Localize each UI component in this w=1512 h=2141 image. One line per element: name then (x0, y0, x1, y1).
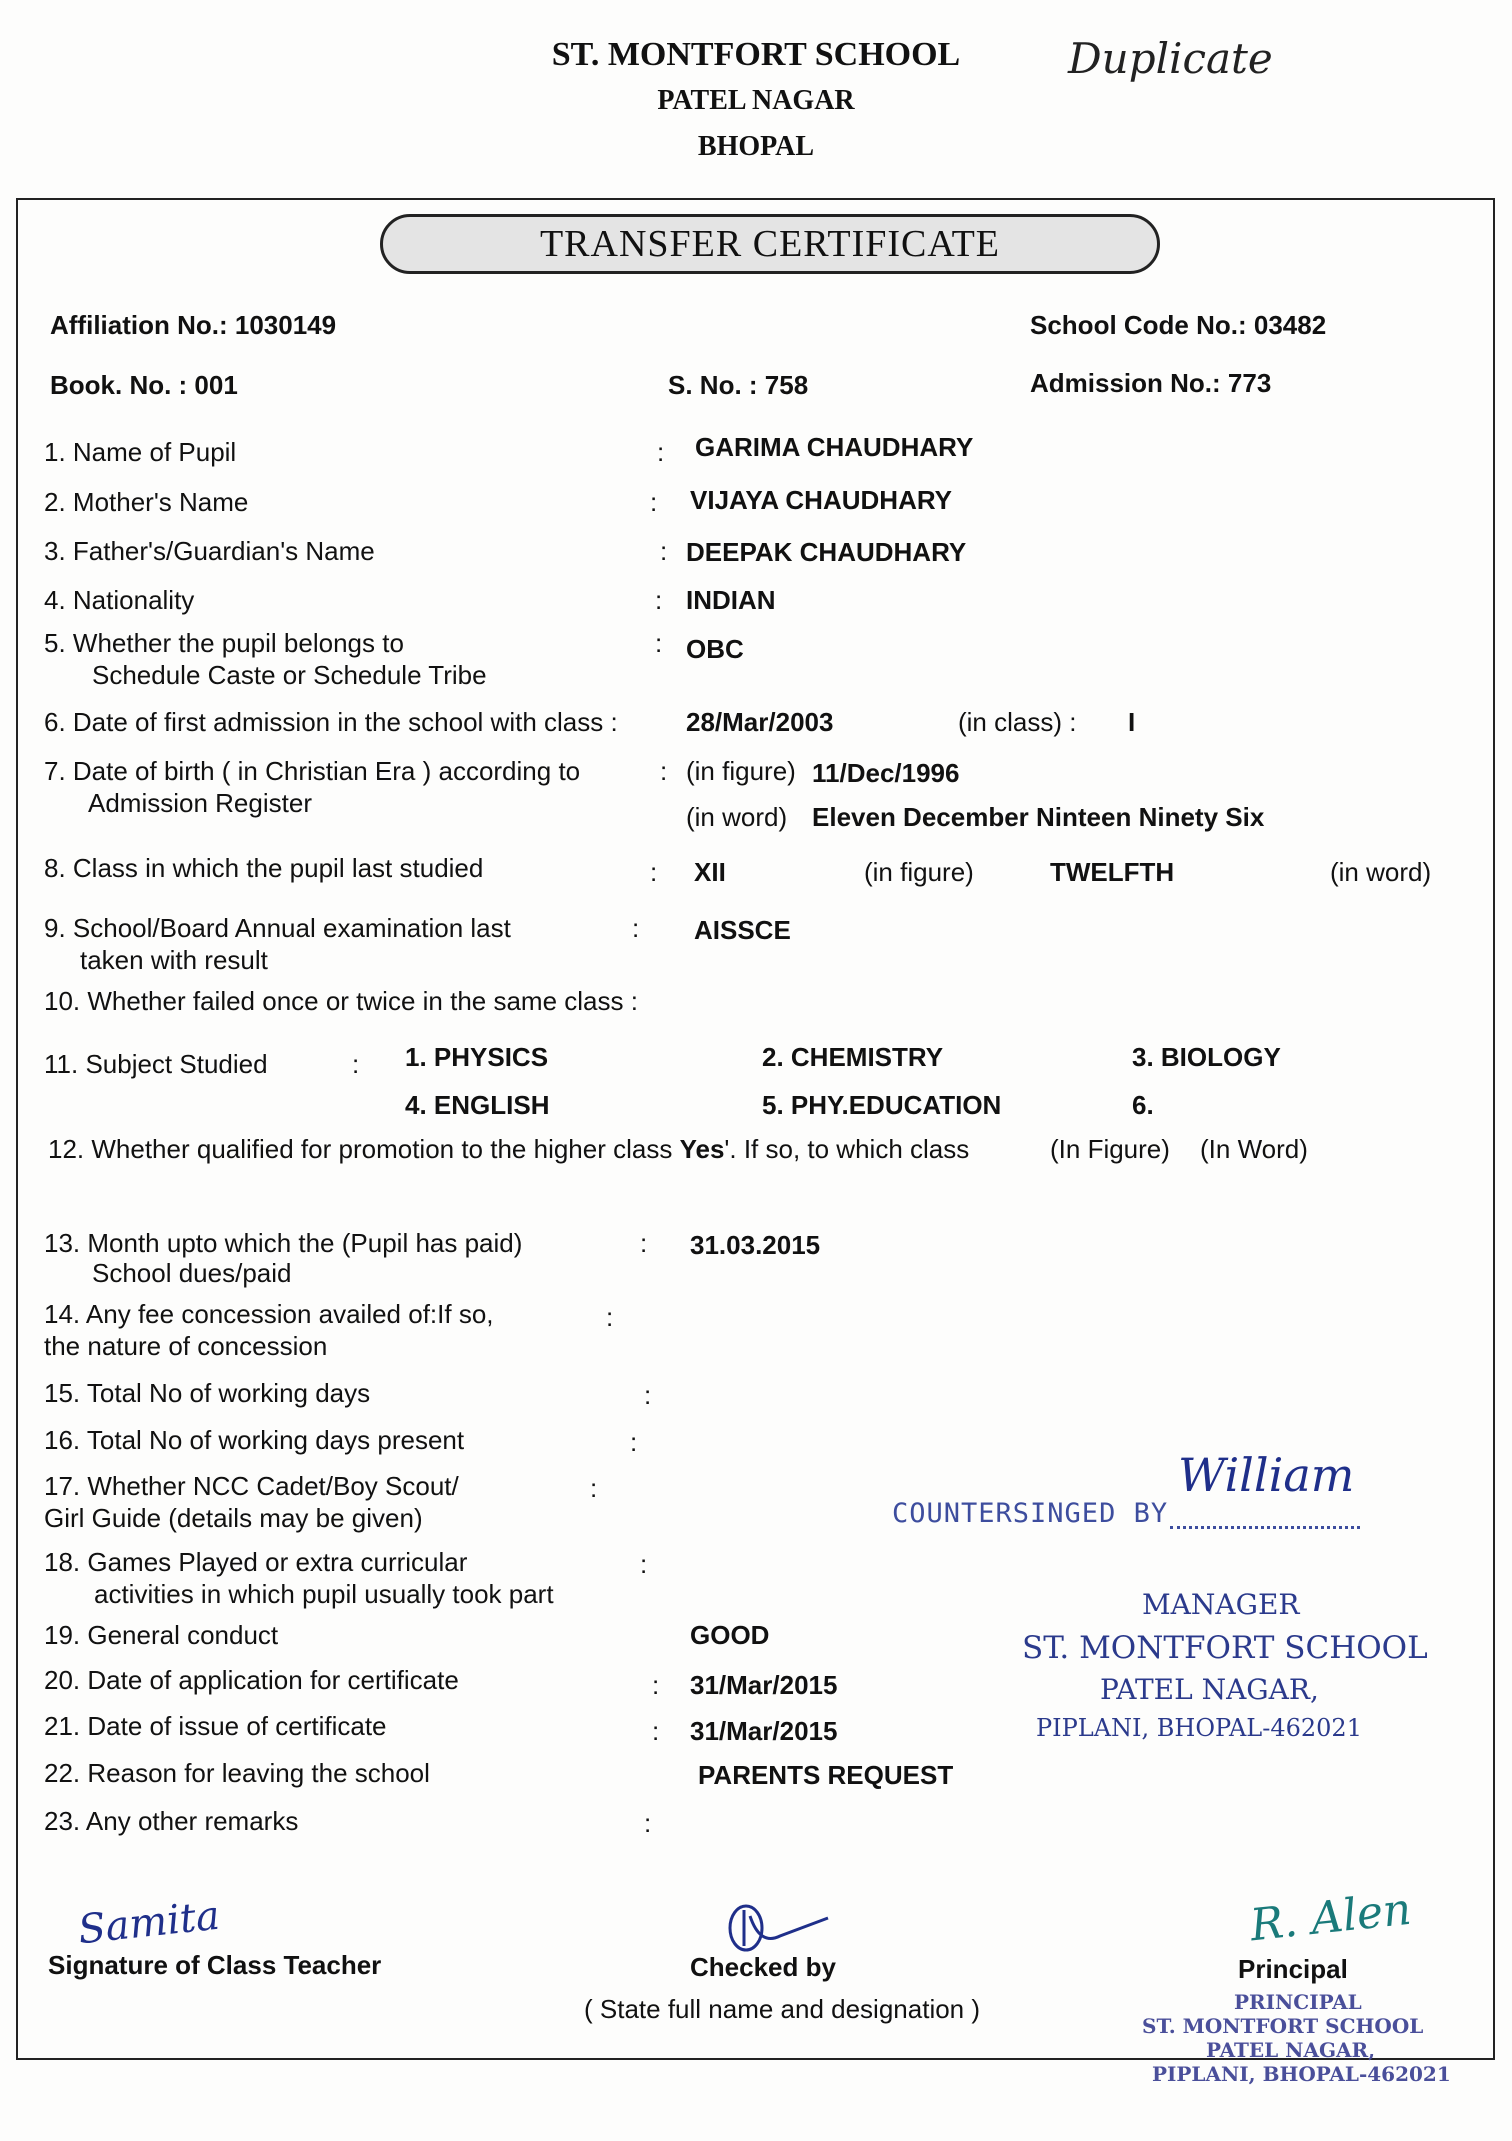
manager-stamp-city: PIPLANI, BHOPAL-462021 (1036, 1714, 1362, 1742)
dob-in-figure-label: (in figure) (686, 756, 796, 786)
principal-stamp-city: PIPLANI, BHOPAL-462021 (1152, 2062, 1451, 2086)
item-games-label-1: 18. Games Played or extra curricular (44, 1547, 468, 1577)
subject-3: 3. BIOLOGY (1132, 1042, 1281, 1072)
item-remarks-label: 23. Any other remarks (44, 1806, 299, 1836)
subject-6: 6. (1132, 1090, 1154, 1120)
colon: : (644, 1808, 652, 1838)
item-issue-date-label: 21. Date of issue of certificate (44, 1711, 387, 1741)
dob-figure-value: 11/Dec/1996 (812, 758, 960, 788)
colon: : (352, 1049, 360, 1079)
colon: : (655, 628, 663, 658)
item-concession-label-2: the nature of concession (44, 1331, 328, 1361)
pupil-name-value: GARIMA CHAUDHARY (695, 432, 974, 462)
item-mother-label: 2. Mother's Name (44, 487, 249, 517)
item-caste-label-2: Schedule Caste or Schedule Tribe (92, 660, 487, 690)
colon: : (630, 1427, 638, 1457)
application-date-value: 31/Mar/2015 (690, 1670, 838, 1700)
countersign-line (1170, 1526, 1360, 1529)
colon: : (644, 1380, 652, 1410)
item-name-label: 1. Name of Pupil (44, 437, 237, 467)
item-conduct-label: 19. General conduct (44, 1620, 279, 1650)
item-games-label-2: activities in which pupil usually took part (94, 1579, 554, 1609)
last-class-in-word-label: (in word) (1330, 857, 1432, 887)
admission-no: Admission No.: 773 (1030, 368, 1272, 398)
exam-value: AISSCE (694, 915, 791, 945)
item-dues-label-2: School dues/paid (92, 1258, 292, 1288)
item-admission-date-label: 6. Date of first admission in the school with class : (44, 707, 618, 737)
certificate-title: TRANSFER CERTIFICATE (539, 223, 1001, 265)
item-last-class-label: 8. Class in which the pupil last studied (44, 853, 484, 883)
colon: : (655, 585, 663, 615)
last-class-value: XII (694, 857, 726, 887)
dob-word-value: Eleven December Ninteen Ninety Six (812, 802, 1265, 832)
serial-no: S. No. : 758 (668, 370, 809, 400)
subject-2: 2. CHEMISTRY (762, 1042, 944, 1072)
item-promotion-line (48, 1134, 969, 1165)
colon: : (590, 1473, 598, 1503)
last-class-word-value: TWELFTH (1050, 857, 1175, 887)
item-exam-label-2: taken with result (80, 945, 268, 975)
school-city: BHOPAL (697, 131, 815, 162)
countersign-signature: William (1178, 1448, 1355, 1502)
father-name-value: DEEPAK CHAUDHARY (686, 537, 967, 567)
class-teacher-label: Signature of Class Teacher (48, 1950, 382, 1980)
item-nationality-label: 4. Nationality (44, 585, 195, 615)
item-days-present-label: 16. Total No of working days present (44, 1425, 465, 1455)
promotion-in-word-label: (In Word) (1200, 1134, 1308, 1164)
principal-stamp-title: PRINCIPAL (1234, 1990, 1362, 2014)
issue-date-value: 31/Mar/2015 (690, 1716, 838, 1746)
colon: : (640, 1549, 648, 1579)
item-dues-label-1: 13. Month upto which the (Pupil has paid) (44, 1228, 523, 1258)
colon: : (660, 536, 668, 566)
checked-by-label: Checked by (690, 1952, 836, 1982)
item-ncc-label-1: 17. Whether NCC Cadet/Boy Scout/ (44, 1471, 459, 1501)
manager-stamp-locality: PATEL NAGAR, (1100, 1673, 1319, 1706)
colon: : (657, 437, 665, 467)
colon: : (632, 913, 640, 943)
promotion-in-figure-label: (In Figure) (1050, 1134, 1170, 1164)
conduct-value: GOOD (690, 1620, 770, 1650)
item-working-days-label: 15. Total No of working days (44, 1378, 371, 1408)
item-application-date-label: 20. Date of application for certificate (44, 1665, 459, 1695)
subject-4: 4. ENGLISH (405, 1090, 550, 1120)
class-teacher-signature: Samita (75, 1892, 222, 1954)
admission-class-value: I (1128, 707, 1136, 737)
colon: : (650, 487, 658, 517)
last-class-in-figure-label: (in figure) (864, 857, 974, 887)
principal-stamp-school: ST. MONTFORT SCHOOL (1142, 2014, 1424, 2038)
dues-value: 31.03.2015 (690, 1230, 821, 1260)
school-locality: PATEL NAGAR (657, 85, 855, 116)
dob-in-word-label: (in word) (686, 802, 788, 832)
manager-stamp-title: MANAGER (1142, 1588, 1300, 1621)
nationality-value: INDIAN (686, 585, 776, 615)
checked-by-note: ( State full name and designation ) (584, 1994, 981, 2024)
duplicate-annotation: Duplicate (1068, 34, 1273, 83)
in-class-label: (in class) : (958, 707, 1077, 737)
item-concession-label-1: 14. Any fee concession availed of:If so, (44, 1299, 494, 1329)
promotion-answer: Yes (679, 1134, 725, 1164)
colon: : (650, 857, 658, 887)
item-ncc-label-2: Girl Guide (details may be given) (44, 1503, 423, 1533)
affiliation-no: Affiliation No.: 1030149 (50, 310, 337, 340)
school-name: ST. MONTFORT SCHOOL (551, 36, 961, 73)
reason-value: PARENTS REQUEST (698, 1760, 954, 1790)
item-father-label: 3. Father's/Guardian's Name (44, 536, 375, 566)
item-dob-label-1: 7. Date of birth ( in Christian Era ) according to (44, 756, 581, 786)
school-code: School Code No.: 03482 (1030, 310, 1327, 340)
item-dob-label-2: Admission Register (88, 788, 312, 818)
item-reason-label: 22. Reason for leaving the school (44, 1758, 430, 1788)
principal-stamp-locality: PATEL NAGAR, (1206, 2038, 1376, 2062)
caste-value: OBC (686, 634, 744, 664)
colon: : (652, 1716, 660, 1746)
principal-signature: R. Alen (1247, 1883, 1414, 1952)
promotion-followup: '. If so, to which class (724, 1134, 970, 1164)
admission-date-value: 28/Mar/2003 (686, 707, 834, 737)
book-no: Book. No. : 001 (50, 370, 238, 400)
subject-1: 1. PHYSICS (405, 1042, 549, 1072)
item-subjects-label: 11. Subject Studied (44, 1049, 268, 1079)
colon: : (606, 1302, 614, 1332)
colon: : (640, 1228, 648, 1258)
colon: : (660, 756, 668, 786)
countersigned-stamp: COUNTERSINGED BY (892, 1498, 1169, 1529)
item-exam-label-1: 9. School/Board Annual examination last (44, 913, 511, 943)
manager-stamp-school: ST. MONTFORT SCHOOL (1022, 1630, 1428, 1666)
mother-name-value: VIJAYA CHAUDHARY (690, 485, 952, 515)
subject-5: 5. PHY.EDUCATION (762, 1090, 1002, 1120)
colon: : (652, 1670, 660, 1700)
item-failed-label: 10. Whether failed once or twice in the same class : (44, 986, 638, 1016)
title-banner (380, 214, 1160, 274)
principal-label: Principal (1238, 1954, 1348, 1984)
item-caste-label-1: 5. Whether the pupil belongs to (44, 628, 404, 658)
promotion-question: 12. Whether qualified for promotion to the higher class (48, 1134, 673, 1164)
